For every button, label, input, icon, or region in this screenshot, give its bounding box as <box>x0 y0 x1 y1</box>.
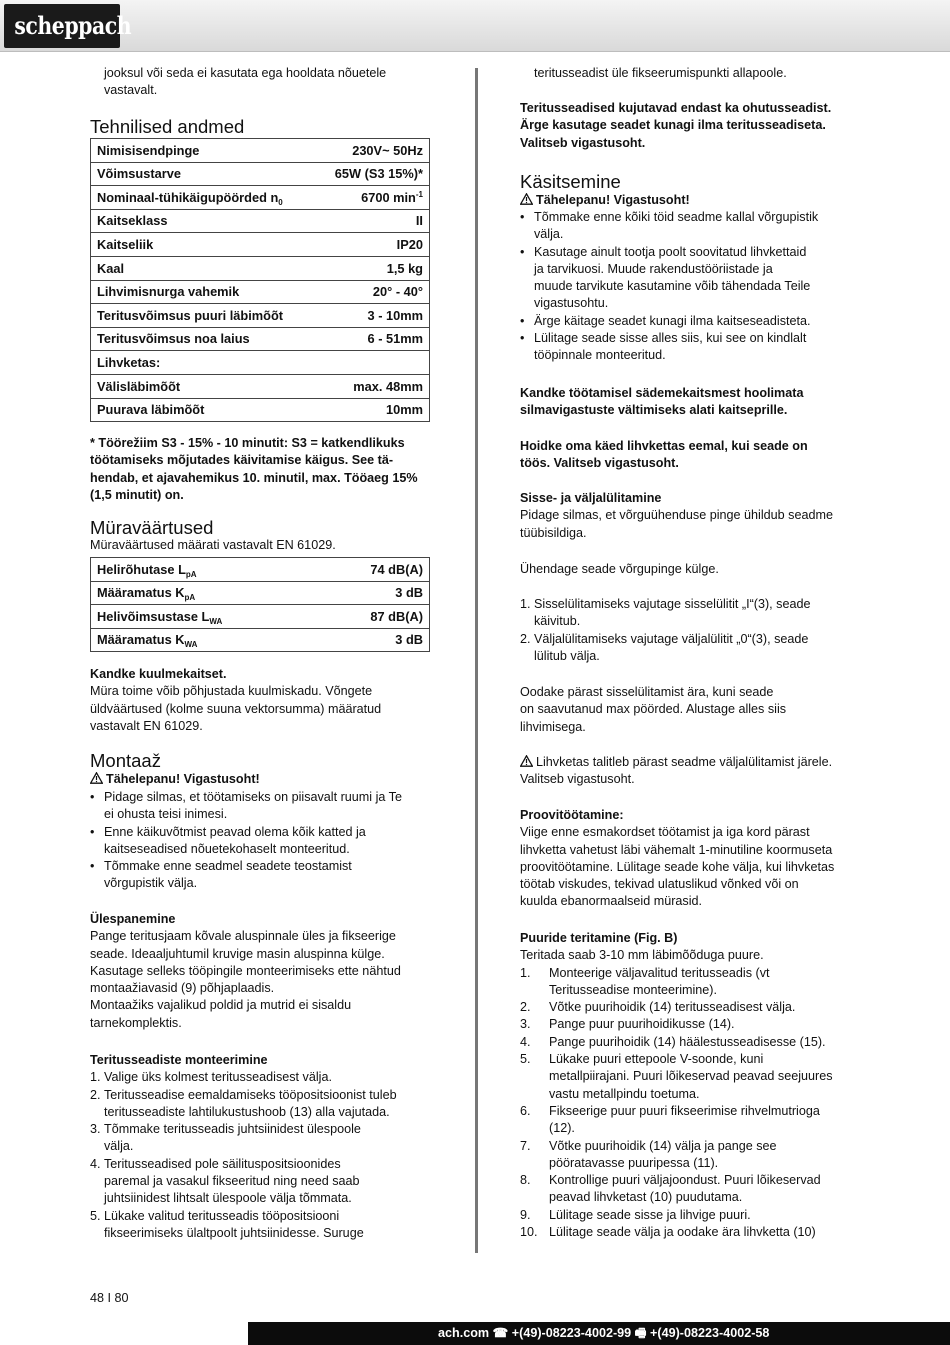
ear-protection: Kandke kuulmekaitset. Müra toime võib põhjustada kuulmiskadu. Võngete üldväärtused (kolme suuna vektorsumma) määratud vastavalt EN 61029. <box>90 666 435 735</box>
step-text: Võtke puurihoidik (14) välja ja pange see <box>549 1138 777 1153</box>
step-text: Fikseerige puur puuri fikseerimise rihvelmutrioga <box>549 1103 820 1118</box>
step-text: Valige üks kolmest teritusseadisest välja. <box>104 1070 332 1085</box>
step-text: Teritusseadise monteerimine). <box>549 982 717 997</box>
ear-line: Müra toime võib põhjustada kuulmiskadu. Võngete <box>90 684 373 699</box>
spec-label: Lihvimisnurga vahemik <box>91 280 316 304</box>
bullet-item <box>90 858 435 893</box>
bullet-item <box>90 824 435 859</box>
footnote-line: * Töörežiim S3 - 15% - 10 minutit: S3 = katkendlikuks <box>90 436 405 450</box>
bullet-text: võrgupistik välja. <box>104 876 198 891</box>
intro-text: jooksul või seda ei kasutata ega hooldata nõuetele vastavalt. <box>104 66 387 98</box>
step-number: 3. <box>90 1122 101 1137</box>
goggles-line: Kandke töötamisel sädemekaitsmest hoolimata <box>520 386 804 400</box>
bullet-text: • Ärge käitage seadet kunagi ilma kaitseseadisteta. <box>534 313 811 328</box>
wait-line: lihvimisega. <box>520 719 586 734</box>
step-text: (12). <box>549 1121 575 1136</box>
noise-value: 87 dB(A) <box>321 605 430 629</box>
noise-row <box>91 558 430 582</box>
numbered-step <box>90 1121 435 1156</box>
bullet-text: • Tõmmake enne kõiki töid seadme kallal võrgupistik <box>534 210 819 224</box>
bullet-item <box>90 789 435 824</box>
step-number: 5. <box>520 1052 531 1067</box>
step-text: pööratavasse puuripessa (11). <box>549 1155 719 1170</box>
spec-label: Kaal <box>91 256 316 280</box>
spec-value: 1,5 kg <box>315 256 429 280</box>
step-text: Pange puurihoidik (14) häälestusseadisesse (15). <box>549 1034 826 1049</box>
montaz-title: Montaaž <box>90 750 161 771</box>
spec-value: max. 48mm <box>315 374 429 398</box>
step-text: lülitub välja. <box>534 648 600 663</box>
spec-value: 10mm <box>386 402 423 418</box>
step-number: 3. <box>520 1017 531 1032</box>
montaz-bullets <box>90 789 435 893</box>
switch-steps <box>520 596 865 665</box>
spec-row <box>91 374 430 398</box>
stop-warning: Lihvketas talitleb pärast seadme väljalülitamist järele. Valitseb vigastusoht. <box>520 755 833 787</box>
spec-value: II <box>315 209 429 233</box>
wait-line: Oodake pärast sisselülitamist ära, kuni seade <box>520 685 774 699</box>
noise-label: Määramatus $K_{WA}$ <box>97 632 198 650</box>
page-number: 48 I 80 <box>90 1291 129 1305</box>
noise-label: Helirõhutase $L_{pA}$ <box>91 558 321 582</box>
spec-row <box>91 304 430 328</box>
step-text: Lükake valitud teritusseadis tööpositsiooni <box>104 1208 340 1223</box>
step-text: Võtke puurihoidik (14) teritusseadisest välja. <box>549 1000 796 1015</box>
footnote <box>90 435 435 504</box>
bullet-item <box>520 209 865 244</box>
noise-value: 3 dB <box>321 581 430 605</box>
step-text: juhtsiinidest lihtsalt ülespoole välja tõmmata. <box>104 1191 352 1206</box>
noise-label-sub: pA <box>184 593 196 603</box>
footer-white-block <box>0 1322 248 1345</box>
bullet-text: • Lülitage seade sisse alles siis, kui see on kindlalt <box>534 331 807 346</box>
spec-row <box>91 209 430 233</box>
bullet-text: välja. <box>534 227 564 242</box>
step-number: 5. <box>90 1208 101 1223</box>
trial-line: Viige enne esmakordset töötamist ja iga kord pärast <box>520 825 810 840</box>
bullet-text: kaitseseadised nõuetekohaselt monteeritud. <box>104 841 350 856</box>
step-number: 1. <box>520 597 531 611</box>
setup-line: Pange teritusjaam kõvale aluspinnale üles ja fikseerige <box>90 929 396 944</box>
spec-value: 65W (S3 15%)* <box>315 162 429 186</box>
step-number: 8. <box>520 1173 531 1188</box>
step-text: Monteerige väljavalitud teritusseadis (vt <box>549 965 770 980</box>
spec-label: Teritusvõimsus noa laius <box>91 327 316 351</box>
switch-line: Pidage silmas, et võrguühenduse pinge ühildub seadme <box>520 508 833 523</box>
spec-label: Lihvketas: <box>91 351 316 375</box>
step-text: Lülitage seade välja ja oodake ära lihvketta (10) <box>549 1225 816 1240</box>
spec-label: Välisläbimõõt <box>91 374 316 398</box>
mount-section: Teritusseadiste monteerimine 1. Valige üks kolmest teritusseadisest välja. 2. Teritusseadise eemaldamiseks tööpositsioonist tuleb teritusseadiste lahtilukustushoob (13) alla vajutada. 3. Tõmmake teritusseadis juhtsiinidest ülespoole välja. 4. Teritusseadised pole säilituspositsioonides paremal ja vasakul fikseeritud ning need saab juhtsiinidest lihtsalt ülespoole välja tõmmata. 5. Lükake valitud teritusseadis tööpositsiooni fikseerimiseks ülaltpoolt juhtsiinidesse. Suruge <box>90 1052 435 1242</box>
bullet-text: vigastusohtu. <box>534 296 609 311</box>
numbered-step <box>520 1034 865 1051</box>
goggles-line: silmavigastuste vältimiseks alati kaitseprille. <box>520 403 788 418</box>
step-number: 2. <box>520 631 531 646</box>
setup-line: montaažiavasid (9) põhjaplaadis. <box>90 981 275 996</box>
numbered-step <box>520 596 865 631</box>
use-title: Käsitsemine <box>520 171 621 192</box>
use-bullets <box>520 209 865 365</box>
noise-value: 3 dB <box>395 632 423 648</box>
hands-line: Hoidke oma käed lihvkettas eemal, kui seade on <box>520 439 808 453</box>
setup-line: Montaažiks vajalikud poldid ja mutrid ei sisaldu <box>90 998 352 1013</box>
numbered-step <box>520 1103 865 1138</box>
trial-section: Proovitöötamine: Viige enne esmakordset töötamist ja iga kord pärast lihvketta vahetust läbi vähemalt 1-minutiline koormuseta proovitöötamine. Lülitage seade kohe välja, kui lihvketas töötab viskudes, tekivad ulatuslikud võnked või on kuulda ebanormaalseid mürasid. <box>520 807 865 911</box>
montaz-warning: Tähelepanu! Vigastusoht! <box>90 771 260 788</box>
numbered-step <box>90 1156 435 1208</box>
trial-line: kuulda ebanormaalseid mürasid. <box>520 894 703 909</box>
numbered-step <box>520 965 865 1000</box>
spec-label: Puurava läbimõõt <box>97 402 205 418</box>
drill-section: Puuride teritamine (Fig. B) Teritada saab 3-10 mm läbimõõduga puure. 1. Monteerige väljavalitud teritusseadis (vt Teritusseadise monteerimine). 2. Võtke puurihoidik (14) teritusseadisest välja. 3. Pange puur puurihoidikusse (14). 4. Pange puurihoidik (14) häälestusseadisesse (15). 5. Lükake puuri ettepoole V-soonde, kuni metallpiirajani. Puuri lõikeservad peavad seejuures vastu metallpindu toetuma. 6. Fikseerige puur puuri fikseerimise rihvelmutrioga (12). 7. Võtke puurihoidik (14) välja ja pange see pööratavasse puuripessa (11). 8. Kontrollige puuri väljajoondust. Puuri lõikeservad peavad lihvketast (10) puudutama. 9. Lülitage seade sisse ja lihvige puuri. 10. Lülitage seade välja ja oodake ära lihvketta (10) <box>520 930 865 1241</box>
noise-label: Määramatus $K_{pA}$ <box>91 581 321 605</box>
spec-row <box>91 233 430 257</box>
noise-row <box>91 628 430 652</box>
continued-line: teritusseadist üle fikseerumispunkti allapoole. <box>534 66 787 80</box>
footnote-line: töötamiseks mõjutades käivitamise käigus. See tä- <box>90 453 394 468</box>
spec-row <box>91 139 430 163</box>
spec-row <box>91 327 430 351</box>
bullet-text: tööpinnale monteeritud. <box>534 348 666 363</box>
bullet-text: muude tarvikute kasutamine võib tähendada Teile <box>534 279 811 294</box>
goggles-note <box>520 385 865 420</box>
numbered-step <box>520 1224 865 1241</box>
bullet-text: • Enne käikuvõtmist peavad olema kõik katted ja <box>104 824 366 839</box>
bullet-item <box>520 244 865 313</box>
spec-row <box>91 256 430 280</box>
spec-row <box>91 186 430 210</box>
bullet-item <box>520 330 865 365</box>
switch-section: Sisse- ja väljalülitamine Pidage silmas, et võrguühenduse pinge ühildub seadme tüübisildiga. <box>520 490 865 542</box>
noise-title: Müraväärtused <box>90 517 214 538</box>
noise-table <box>90 557 430 652</box>
step-number: 7. <box>520 1138 531 1153</box>
use-warning: Tähelepanu! Vigastusoht! <box>520 192 690 209</box>
step-number: 1. <box>520 965 531 980</box>
spec-table <box>90 138 430 422</box>
numbered-step <box>90 1208 435 1243</box>
scheppach-logo: scheppach <box>4 4 120 48</box>
step-text: Lülitage seade sisse ja lihvige puuri. <box>549 1207 751 1222</box>
spec-label: Nominaal-tühikäigupöörded $n_0$ <box>91 186 316 210</box>
connect-line: Ühendage seade võrgupinge külge. <box>520 562 719 576</box>
step-text: teritusseadiste lahtilukustushoob (13) alla vajutada. <box>104 1104 390 1119</box>
numbered-step <box>520 1051 865 1103</box>
spec-label-sub: 0 <box>278 197 283 207</box>
spec-value <box>315 351 429 375</box>
numbered-step <box>520 631 865 666</box>
spec-value: 6 - 51mm <box>315 327 429 351</box>
step-text: Väljalülitamiseks vajutage väljalülitit „0“(3), seade <box>534 631 809 646</box>
spec-row <box>91 398 430 422</box>
noise-label-sub: pA <box>185 569 197 579</box>
step-text: paremal ja vasakul fikseeritud ning need saab <box>104 1174 360 1189</box>
numbered-step <box>90 1087 435 1122</box>
spec-value: 230V~ 50Hz <box>315 139 429 163</box>
step-number: 2. <box>520 1000 531 1015</box>
step-text: Tõmmake teritusseadis juhtsiinidest ülespoole <box>104 1122 361 1137</box>
ear-line: vastavalt EN 61029. <box>90 718 203 733</box>
noise-row <box>91 605 430 629</box>
wait-line: on saavutanud max pöörded. Alustage alles siis <box>520 702 787 717</box>
warning-icon <box>520 755 533 767</box>
trial-line: proovitöötamine. Lülitage seade kohe välja, kui lihvketas <box>520 859 835 874</box>
numbered-step <box>520 1138 865 1173</box>
setup-line: tarnekomplektis. <box>90 1015 182 1030</box>
safety-note <box>520 100 865 152</box>
step-number: 9. <box>520 1207 531 1222</box>
numbered-step <box>520 1172 865 1207</box>
setup-line: seade. Ideaaljuhtumil kruvige masin aluspinna külge. <box>90 946 385 961</box>
spec-row <box>91 351 430 375</box>
step-number: 6. <box>520 1103 531 1118</box>
step-text: fikseerimiseks ülaltpoolt juhtsiinidesse. Suruge <box>104 1225 364 1240</box>
spec-label: Nimisisendpinge <box>91 139 316 163</box>
setup-line: Kasutage selleks tööpingile monteerimiseks ette nähtud <box>90 963 401 978</box>
hands-line: töös. Valitseb vigastusoht. <box>520 456 679 471</box>
step-number: 1. <box>90 1070 101 1085</box>
numbered-step <box>90 1069 435 1086</box>
step-text: Sisselülitamiseks vajutage sisselülitit „I“(3), seade <box>534 597 811 611</box>
switch-line: tüübisildiga. <box>520 525 587 540</box>
setup-section: Ülespanemine Pange teritusjaam kõvale aluspinnale üles ja fikseerige seade. Ideaaljuhtumil kruvige masin aluspinna külge. Kasutage selleks tööpingile monteerimiseks ette nähtud montaažiavasid (9) põhjaplaadis. Montaažiks vajalikud poldid ja mutrid ei sisaldu tarnekomplektis. <box>90 911 435 1032</box>
noise-row <box>91 581 430 605</box>
bullet-text: ja tarvikuosi. Muude rakendustööriistade ja <box>534 261 773 276</box>
bullet-text: • Pidage silmas, et töötamiseks on piisavalt ruumi ja Te <box>104 790 402 804</box>
noise-label-sub: WA <box>209 616 223 626</box>
spec-value: 3 - 10mm <box>315 304 429 328</box>
step-text: Teritusseadise eemaldamiseks tööpositsioonist tuleb <box>104 1087 397 1102</box>
tech-data-title: Tehnilised andmed <box>90 116 245 137</box>
numbered-step <box>520 999 865 1016</box>
column-divider <box>475 68 478 1253</box>
step-text: Kontrollige puuri väljajoondust. Puuri lõikeservad <box>549 1173 821 1188</box>
hands-note <box>520 438 865 473</box>
step-text: välja. <box>104 1139 134 1154</box>
noise-intro: Müraväärtused määrati vastavalt EN 61029. <box>90 538 336 552</box>
step-number: 4. <box>90 1156 101 1171</box>
footnote-line: (1,5 minutit) on. <box>90 487 184 502</box>
trial-line: lihvketta vahetust läbi vähemalt 1-minutiline koormuseta <box>520 842 833 857</box>
step-text: metallpiirajani. Puuri lõikeservad peavad seejuures <box>549 1069 833 1084</box>
step-text: vastu metallpindu toetuma. <box>549 1086 700 1101</box>
spec-value: 6700 $\min^{-1}$ <box>315 186 429 210</box>
spec-label: Kaitseklass <box>91 209 316 233</box>
step-text: Pange puur puurihoidikusse (14). <box>549 1017 735 1032</box>
step-text: Lükake puuri ettepoole V-soonde, kuni <box>549 1052 764 1067</box>
spec-label: Kaitseliik <box>91 233 316 257</box>
noise-value: 74 dB(A) <box>321 558 430 582</box>
spec-value-sup: -1 <box>415 189 423 199</box>
spec-label: Teritusvõimsus puuri läbimõõt <box>91 304 316 328</box>
spec-row <box>91 280 430 304</box>
warning-icon <box>520 193 533 205</box>
safety-line: Teritusseadised kujutavad endast ka ohutusseadist. <box>520 101 832 115</box>
spec-value: IP20 <box>315 233 429 257</box>
bullet-text: • Tõmmake enne seadmel seadete teostamist <box>104 859 352 874</box>
ear-line: üldväärtused (kolme suuna vektorsumma) määratud <box>90 701 382 716</box>
spec-row <box>91 162 430 186</box>
warning-icon <box>90 772 103 784</box>
step-number: 10. <box>520 1225 538 1240</box>
spec-value: 20° - 40° <box>315 280 429 304</box>
step-text: käivitub. <box>534 614 581 629</box>
bullet-text: ei ohusta teisi inimesi. <box>104 807 228 822</box>
step-text: peavad lihvketast (10) puudutama. <box>549 1190 743 1205</box>
bullet-item <box>520 313 865 330</box>
numbered-step <box>520 1207 865 1224</box>
spec-label: Võimsustarve <box>91 162 316 186</box>
step-text: Teritusseadised pole säilituspositsioonides <box>104 1156 341 1171</box>
step-number: 4. <box>520 1034 531 1049</box>
step-number: 2. <box>90 1087 101 1102</box>
trial-line: töötab viskudes, tekivad ulatuslikud võnked või on <box>520 877 799 892</box>
numbered-step <box>520 1016 865 1033</box>
wait-text <box>520 684 865 736</box>
noise-label: Helivõimsustase $L_{WA}$ <box>91 605 321 629</box>
safety-line: Ärge kasutage seadet kunagi ilma teritusseadiseta. <box>520 118 826 133</box>
page-header <box>0 0 950 52</box>
safety-line: Valitseb vigastusoht. <box>520 135 646 150</box>
footnote-line: hendab, et ajavahemikus 10. minutil, max. Tööaeg 15% <box>90 470 418 485</box>
bullet-text: • Kasutage ainult tootja poolt soovitatud lihvkettaid <box>534 244 807 259</box>
noise-label-sub: WA <box>184 640 198 650</box>
footer-contact: ach.com ☎ +(49)-08223-4002-99 🖷 +(49)-08223-4002-58 <box>438 1326 770 1340</box>
